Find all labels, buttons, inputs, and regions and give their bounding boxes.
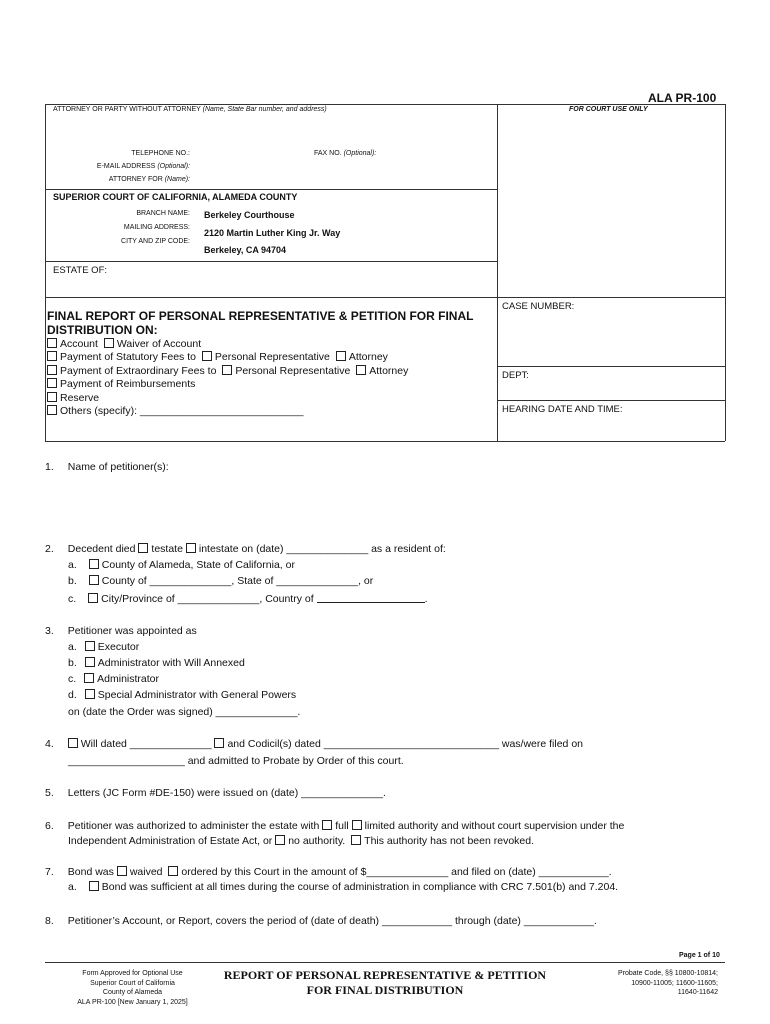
item-3a: a. Executor	[68, 641, 140, 653]
intestate-checkbox[interactable]	[186, 543, 196, 553]
bond-waived-checkbox[interactable]	[117, 866, 127, 876]
form-id: ALA PR-100	[648, 91, 717, 105]
statutory-attorney-checkbox[interactable]	[336, 351, 346, 361]
item-3b: b. Administrator with Will Annexed	[68, 657, 245, 669]
testate-checkbox[interactable]	[138, 543, 148, 553]
city-province-checkbox[interactable]	[88, 593, 98, 603]
header-bottom-border	[45, 441, 725, 442]
estate-label: ESTATE OF:	[53, 265, 108, 276]
item-8: 8. Petitioner’s Account, or Report, covers the period of (date of death) ____________ through (date) ____________.	[45, 915, 597, 927]
reimbursements-checkbox[interactable]	[47, 378, 57, 388]
administrator-checkbox[interactable]	[84, 673, 94, 683]
account-checkbox[interactable]	[47, 338, 57, 348]
not-revoked-checkbox[interactable]	[351, 835, 361, 845]
fax-label: FAX NO. (Optional):	[314, 150, 377, 157]
mailing-address-value: 2120 Martin Luther King Jr. Way	[204, 228, 341, 238]
full-authority-checkbox[interactable]	[322, 820, 332, 830]
item-2: 2. Decedent died testate intestate on (date) ______________ as a resident of:	[45, 543, 446, 555]
attorney-section-border	[45, 189, 497, 190]
email-label: E-MAIL ADDRESS (Optional):	[96, 163, 190, 170]
attorney-label: ATTORNEY OR PARTY WITHOUT ATTORNEY (Name, State Bar number, and address)	[53, 106, 327, 113]
item-3c: c. Administrator	[68, 673, 160, 685]
branch-name-label: BRANCH NAME:	[136, 210, 190, 217]
header-top-border	[45, 104, 725, 105]
codicil-checkbox[interactable]	[214, 738, 224, 748]
case-number-border	[497, 366, 725, 367]
item-4: 4. Will dated ______________ and Codicil(s) dated ______________________________ was/were filed on	[45, 738, 583, 750]
item-1: 1. Name of petitioner(s):	[45, 461, 169, 473]
item-4-cont: ____________________ and admitted to Probate by Order of this court.	[68, 755, 404, 767]
estate-section-border	[45, 297, 725, 298]
case-number-label: CASE NUMBER:	[502, 301, 575, 312]
will-checkbox[interactable]	[68, 738, 78, 748]
telephone-label: TELEPHONE NO.:	[131, 150, 190, 157]
other-county-checkbox[interactable]	[89, 575, 99, 585]
form-title: FINAL REPORT OF PERSONAL REPRESENTATIVE & PETITION FOR FINAL DISTRIBUTION ON:	[47, 309, 474, 337]
footer-left: Form Approved for Optional Use Superior Court of California County of Alameda ALA PR-100 [New January 1, 2025]	[77, 970, 188, 1006]
item-5: 5. Letters (JC Form #DE-150) were issued on (date) ______________.	[45, 787, 386, 799]
country-field[interactable]	[317, 592, 425, 603]
title-option-others: Others (specify): ____________________________	[47, 405, 303, 418]
extraordinary-fees-checkbox[interactable]	[47, 365, 57, 375]
footer-title: REPORT OF PERSONAL REPRESENTATIVE & PETITION FOR FINAL DISTRIBUTION	[223, 968, 547, 997]
title-option-account: Account Waiver of Account	[47, 338, 201, 351]
item-3: 3. Petitioner was appointed as	[45, 625, 197, 637]
dept-label: DEPT:	[502, 370, 529, 381]
bond-ordered-checkbox[interactable]	[168, 866, 178, 876]
executor-checkbox[interactable]	[85, 641, 95, 651]
mailing-address-label: MAILING ADDRESS:	[123, 224, 190, 231]
page-number: Page 1 of 10	[679, 952, 720, 959]
waiver-checkbox[interactable]	[104, 338, 114, 348]
item-3d: d. Special Administrator with General Powers	[68, 689, 297, 701]
limited-authority-checkbox[interactable]	[352, 820, 362, 830]
header-divider	[497, 104, 498, 441]
reserve-checkbox[interactable]	[47, 392, 57, 402]
county-alameda-checkbox[interactable]	[89, 559, 99, 569]
bond-sufficient-checkbox[interactable]	[89, 881, 99, 891]
item-2b: b. County of ______________, State of ______________, or	[68, 575, 374, 587]
dept-border	[497, 400, 725, 401]
title-option-reimbursements: Payment of Reimbursements	[47, 378, 195, 391]
footer-right: Probate Code, §§ 10800-10814; 10900-11005; 11600-11605; 11640-11642	[617, 970, 718, 996]
administrator-will-checkbox[interactable]	[85, 657, 95, 667]
statutory-fees-checkbox[interactable]	[47, 351, 57, 361]
item-7: 7. Bond was waived ordered by this Court in the amount of $______________ and filed on (date) ____________.	[45, 866, 612, 878]
item-2a: a. County of Alameda, State of California, or	[68, 559, 295, 571]
no-authority-checkbox[interactable]	[275, 835, 285, 845]
item-6: 6. Petitioner was authorized to administer the estate with full limited authority and without court supervision under the	[45, 820, 625, 832]
others-checkbox[interactable]	[47, 405, 57, 415]
header-right-border	[725, 104, 726, 441]
title-option-extraordinary: Payment of Extraordinary Fees to Personal Representative Attorney	[47, 365, 408, 378]
header-left-border	[45, 104, 46, 441]
city-zip-value: Berkeley, CA 94704	[204, 245, 287, 255]
city-zip-label: CITY AND ZIP CODE:	[121, 238, 190, 245]
title-option-reserve: Reserve	[47, 392, 99, 405]
branch-name-value: Berkeley Courthouse	[204, 210, 295, 220]
item-2c: c. City/Province of ______________, Country of .	[68, 593, 428, 605]
item-6-cont: Independent Administration of Estate Act, or no authority. This authority has not been revoked.	[68, 835, 535, 847]
item-7a: a. Bond was sufficient at all times during the course of administration in compliance with CRC 7.501(b) and 7.204.	[68, 881, 619, 893]
court-use-label: FOR COURT USE ONLY	[569, 106, 648, 113]
extraordinary-personal-rep-checkbox[interactable]	[222, 365, 232, 375]
footer-rule	[45, 962, 725, 963]
statutory-personal-rep-checkbox[interactable]	[202, 351, 212, 361]
attorney-for-label: ATTORNEY FOR (Name):	[108, 176, 190, 183]
title-option-statutory: Payment of Statutory Fees to Personal Representative Attorney	[47, 351, 388, 364]
court-name: SUPERIOR COURT OF CALIFORNIA, ALAMEDA COUNTY	[53, 192, 298, 202]
hearing-label: HEARING DATE AND TIME:	[502, 404, 623, 415]
item-3-date: on (date the Order was signed) ______________.	[68, 706, 301, 718]
extraordinary-attorney-checkbox[interactable]	[356, 365, 366, 375]
special-administrator-checkbox[interactable]	[85, 689, 95, 699]
court-section-border	[45, 261, 497, 262]
